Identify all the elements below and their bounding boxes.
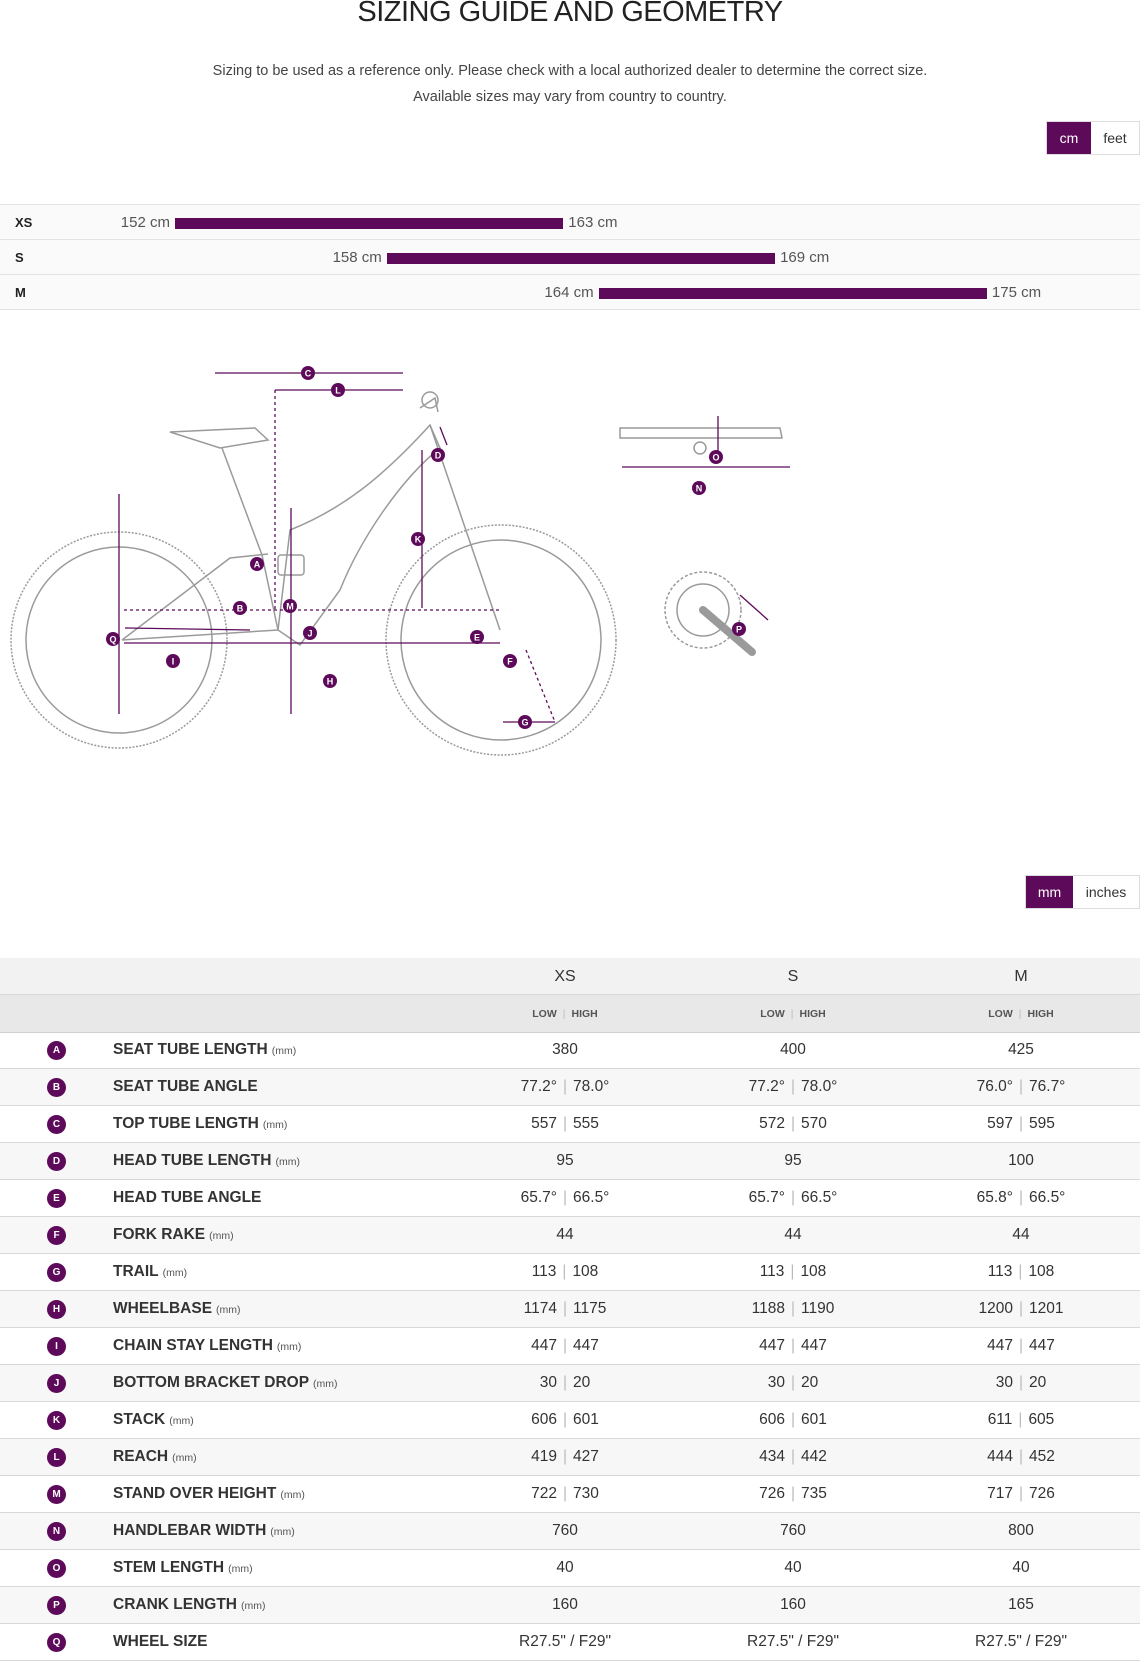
row-letter-badge: L (47, 1448, 66, 1467)
high-value: 1190 (801, 1300, 835, 1317)
parameter-unit: (mm) (270, 1526, 295, 1538)
height-range-bar (175, 218, 563, 229)
divider: | (790, 1078, 796, 1095)
divider: | (790, 1189, 796, 1206)
parameter-name: STAND OVER HEIGHT (mm) (113, 1485, 305, 1502)
high-value: 442 (801, 1448, 827, 1465)
height-unit-toggle (1046, 121, 1140, 155)
size-range-row (0, 239, 1140, 274)
diagram-label-p (732, 622, 746, 636)
svg-text:O: O (712, 452, 720, 463)
parameter-name: FORK RAKE (mm) (113, 1226, 234, 1243)
cell-value (693, 1300, 893, 1318)
range-min-label: 164 cm (544, 284, 594, 301)
parameter-unit: (mm) (275, 1156, 300, 1168)
cell-value (693, 1115, 893, 1133)
svg-text:J: J (307, 628, 313, 639)
diagram-label-c (301, 366, 315, 380)
cell-value (921, 1078, 1121, 1096)
divider: | (790, 1115, 796, 1132)
low-high-label (465, 1008, 665, 1020)
cell-value: 40 (1012, 1559, 1030, 1576)
row-letter-badge: D (47, 1152, 66, 1171)
low-value: 726 (759, 1485, 785, 1502)
parameter-name: STACK (mm) (113, 1411, 194, 1428)
table-row (0, 1328, 1140, 1365)
table-row (0, 1032, 1140, 1069)
cell-value: 760 (552, 1522, 578, 1539)
high-value: 78.0° (801, 1078, 838, 1095)
cell-value (921, 1411, 1121, 1429)
parameter-unit: (mm) (169, 1415, 194, 1427)
front-wheel-icon (386, 525, 616, 755)
high-value: 20 (1029, 1374, 1047, 1391)
cell-value: 425 (1008, 1041, 1034, 1058)
cell-value (921, 1374, 1121, 1392)
divider: | (562, 1078, 568, 1095)
row-letter-badge: Q (47, 1633, 66, 1652)
parameter-unit: (mm) (216, 1304, 241, 1316)
low-value: 30 (539, 1374, 557, 1391)
unit-mm-button[interactable]: mm (1026, 876, 1073, 908)
low-value: 113 (987, 1263, 1013, 1280)
low-label: LOW (988, 1008, 1013, 1020)
table-row (0, 1106, 1140, 1143)
divider: | (562, 1337, 568, 1354)
low-value: 447 (987, 1337, 1013, 1354)
size-label: M (15, 285, 26, 300)
cell-value: 44 (1012, 1226, 1030, 1243)
diagram-label-h (323, 674, 337, 688)
low-value: 30 (995, 1374, 1013, 1391)
cell-value (921, 1337, 1121, 1355)
cell-value (693, 1189, 893, 1207)
cell-value (921, 1263, 1121, 1281)
row-letter-badge: A (47, 1041, 66, 1060)
size-label: S (15, 250, 24, 265)
range-min-label: 152 cm (120, 214, 170, 231)
high-value: 108 (1028, 1263, 1055, 1280)
cell-value (693, 1448, 893, 1466)
row-letter-badge: B (47, 1078, 66, 1097)
handlebar-icon (620, 428, 782, 438)
size-range-row (0, 204, 1140, 239)
range-min-label: 158 cm (332, 249, 382, 266)
low-value: 77.2° (748, 1078, 785, 1095)
parameter-name: WHEELBASE (mm) (113, 1300, 241, 1317)
saddle-icon (170, 428, 268, 448)
row-letter-badge: J (47, 1374, 66, 1393)
divider: | (790, 1411, 796, 1428)
low-label: LOW (532, 1008, 557, 1020)
divider: | (562, 1448, 568, 1465)
table-row (0, 1476, 1140, 1513)
parameter-unit: (mm) (162, 1267, 188, 1279)
diagram-label-n (692, 481, 706, 495)
parameter-unit: (mm) (313, 1378, 338, 1390)
high-value: 66.5° (1029, 1189, 1066, 1206)
parameter-name: HANDLEBAR WIDTH (mm) (113, 1522, 295, 1539)
divider: | (1018, 1115, 1024, 1132)
parameter-name: STEM LENGTH (mm) (113, 1559, 253, 1576)
size-label: XS (15, 215, 33, 230)
low-high-label (693, 1008, 893, 1020)
parameter-name: HEAD TUBE ANGLE (113, 1189, 262, 1206)
low-value: 597 (987, 1115, 1013, 1132)
high-value: 78.0° (573, 1078, 610, 1095)
diagram-label-j (303, 626, 317, 640)
range-max-label: 163 cm (568, 214, 618, 231)
divider: | (1018, 1485, 1024, 1502)
cell-value (693, 1263, 893, 1281)
range-max-label: 169 cm (780, 249, 830, 266)
low-value: 447 (531, 1337, 557, 1354)
row-letter-badge: F (47, 1226, 66, 1245)
table-row (0, 1291, 1140, 1328)
high-value: 555 (573, 1115, 599, 1132)
cell-value: 95 (556, 1152, 574, 1169)
cell-value (693, 1374, 893, 1392)
high-value: 730 (573, 1485, 599, 1502)
parameter-name: BOTTOM BRACKET DROP (mm) (113, 1374, 338, 1391)
svg-text:G: G (521, 717, 529, 728)
low-high-label (921, 1008, 1121, 1020)
row-letter-badge: H (47, 1300, 66, 1319)
divider: | (562, 1485, 568, 1502)
col-header-s: S (787, 968, 799, 985)
table-row (0, 1402, 1140, 1439)
high-value: 20 (573, 1374, 591, 1391)
divider: | (562, 1189, 568, 1206)
high-value: 1201 (1029, 1300, 1064, 1317)
low-value: 77.2° (520, 1078, 557, 1095)
divider: | (562, 1263, 567, 1280)
cell-value (693, 1411, 893, 1429)
cell-value: 100 (1008, 1152, 1034, 1169)
high-label: HIGH (1027, 1008, 1054, 1020)
cell-value: 44 (784, 1226, 802, 1243)
divider: | (1018, 1337, 1024, 1354)
row-letter-badge: G (47, 1263, 66, 1282)
cell-value (693, 1078, 893, 1096)
svg-text:H: H (326, 676, 334, 687)
table-row (0, 1217, 1140, 1254)
svg-text:E: E (473, 632, 481, 643)
parameter-unit: (mm) (271, 1045, 297, 1057)
divider: | (1018, 1008, 1022, 1020)
diagram-label-g (518, 715, 532, 729)
high-value: 447 (573, 1337, 599, 1354)
table-row (0, 1513, 1140, 1550)
table-row (0, 1069, 1140, 1106)
parameter-unit: (mm) (209, 1230, 234, 1242)
diagram-label-q (106, 632, 120, 646)
parameter-name: SEAT TUBE ANGLE (113, 1078, 258, 1095)
cell-value: R27.5" / F29" (975, 1633, 1067, 1650)
divider: | (1018, 1078, 1024, 1095)
height-range-bar (599, 288, 987, 299)
parameter-name: CRANK LENGTH (mm) (113, 1596, 266, 1613)
diagram-label-f (503, 654, 517, 668)
high-value: 447 (1029, 1337, 1055, 1354)
divider: | (1018, 1189, 1024, 1206)
parameter-unit: (mm) (241, 1600, 266, 1612)
high-label: HIGH (571, 1008, 598, 1020)
table-row (0, 1587, 1140, 1624)
cell-value (465, 1300, 665, 1318)
high-value: 595 (1029, 1115, 1055, 1132)
diagram-label-i (166, 654, 180, 668)
cell-value (693, 1337, 893, 1355)
parameter-name: TRAIL (mm) (113, 1263, 188, 1280)
cell-value: 44 (556, 1226, 574, 1243)
low-value: 434 (759, 1448, 785, 1465)
diagram-label-l (331, 383, 345, 397)
cell-value: 40 (556, 1559, 574, 1576)
low-value: 1174 (523, 1300, 557, 1317)
high-value: 601 (801, 1411, 827, 1428)
svg-text:A: A (253, 559, 261, 570)
row-letter-badge: I (47, 1337, 66, 1356)
low-value: 1188 (751, 1300, 785, 1317)
svg-text:P: P (735, 624, 743, 635)
low-value: 447 (759, 1337, 785, 1354)
table-row (0, 1365, 1140, 1402)
parameter-name: TOP TUBE LENGTH (mm) (113, 1115, 288, 1132)
divider: | (790, 1374, 796, 1391)
col-header-m: M (1014, 968, 1028, 985)
parameter-unit: (mm) (228, 1563, 253, 1575)
high-value: 605 (1028, 1411, 1055, 1428)
row-letter-badge: K (47, 1411, 66, 1430)
cell-value: 40 (784, 1559, 802, 1576)
high-value: 108 (800, 1263, 827, 1280)
low-value: 717 (987, 1485, 1013, 1502)
sizing-note: Sizing to be used as a reference only. Please check with a local authorized dealer to determine the correct size. (212, 63, 928, 79)
svg-text:N: N (695, 483, 703, 494)
cell-value (921, 1189, 1121, 1207)
unit-cm-button[interactable]: cm (1047, 122, 1091, 154)
svg-text:D: D (434, 450, 442, 461)
divider: | (790, 1300, 796, 1317)
low-value: 113 (759, 1263, 785, 1280)
high-value: 1175 (573, 1300, 607, 1317)
diagram-label-a (250, 557, 264, 571)
cell-value (465, 1374, 665, 1392)
high-value: 452 (1029, 1448, 1055, 1465)
parameter-name: CHAIN STAY LENGTH (mm) (113, 1337, 302, 1354)
high-value: 20 (801, 1374, 819, 1391)
parameter-unit: (mm) (172, 1452, 197, 1464)
cell-value (465, 1078, 665, 1096)
page-title: SIZING GUIDE AND GEOMETRY (357, 0, 783, 28)
low-value: 30 (767, 1374, 785, 1391)
height-range-bar (387, 253, 775, 264)
divider: | (790, 1008, 794, 1020)
divider: | (1018, 1374, 1024, 1391)
low-value: 65.8° (976, 1189, 1013, 1206)
high-value: 601 (573, 1411, 599, 1428)
table-row (0, 1624, 1140, 1661)
divider: | (1018, 1263, 1023, 1280)
low-value: 606 (759, 1411, 785, 1428)
divider: | (790, 1263, 795, 1280)
svg-text:B: B (236, 603, 244, 614)
high-value: 735 (801, 1485, 827, 1502)
parameter-name: HEAD TUBE LENGTH (mm) (113, 1152, 300, 1169)
low-value: 611 (987, 1411, 1013, 1428)
divider: | (1018, 1300, 1024, 1317)
cell-value: 800 (1008, 1522, 1034, 1539)
table-row (0, 1439, 1140, 1476)
cell-value: 760 (780, 1522, 806, 1539)
parameter-name: SEAT TUBE LENGTH (mm) (113, 1041, 297, 1058)
table-row (0, 1550, 1140, 1587)
cell-value: 160 (552, 1596, 578, 1613)
cell-value (465, 1448, 665, 1466)
svg-text:K: K (414, 534, 422, 545)
divider: | (562, 1374, 568, 1391)
cell-value (921, 1485, 1121, 1503)
divider: | (562, 1115, 568, 1132)
low-label: LOW (760, 1008, 785, 1020)
cell-value: 160 (780, 1596, 806, 1613)
high-value: 66.5° (801, 1189, 838, 1206)
cell-value (465, 1411, 665, 1429)
low-value: 65.7° (748, 1189, 785, 1206)
high-value: 108 (572, 1263, 599, 1280)
svg-text:M: M (286, 601, 294, 612)
cell-value: 95 (784, 1152, 802, 1169)
divider: | (1018, 1411, 1023, 1428)
low-high-header-row (0, 994, 1140, 1033)
svg-text:L: L (335, 385, 341, 396)
cell-value: 380 (552, 1041, 578, 1058)
low-value: 113 (531, 1263, 557, 1280)
divider: | (562, 1300, 568, 1317)
high-value: 427 (573, 1448, 599, 1465)
row-letter-badge: P (47, 1596, 66, 1615)
low-value: 76.0° (976, 1078, 1013, 1095)
range-max-label: 175 cm (991, 284, 1042, 301)
svg-text:F: F (507, 656, 513, 667)
diagram-label-o (709, 450, 723, 464)
cell-value (465, 1337, 665, 1355)
high-value: 447 (801, 1337, 827, 1354)
col-header-xs: XS (554, 968, 576, 985)
low-value: 1200 (978, 1300, 1013, 1317)
cell-value: R27.5" / F29" (519, 1633, 611, 1650)
table-row (0, 1254, 1140, 1291)
cell-value (921, 1115, 1121, 1133)
cell-value: 165 (1008, 1596, 1034, 1613)
row-letter-badge: M (47, 1485, 66, 1504)
cell-value: R27.5" / F29" (747, 1633, 839, 1650)
high-value: 570 (801, 1115, 827, 1132)
diagram-label-m (283, 599, 297, 613)
high-value: 726 (1029, 1485, 1055, 1502)
diagram-label-b (233, 601, 247, 615)
low-value: 444 (987, 1448, 1013, 1465)
divider: | (790, 1448, 796, 1465)
high-label: HIGH (799, 1008, 826, 1020)
bike-geometry-diagram (0, 330, 820, 780)
low-value: 606 (531, 1411, 557, 1428)
row-letter-badge: E (47, 1189, 66, 1208)
unit-feet-button[interactable]: feet (1091, 122, 1139, 154)
divider: | (790, 1485, 796, 1502)
low-value: 722 (531, 1485, 557, 1502)
svg-text:I: I (171, 656, 175, 667)
divider: | (1018, 1448, 1024, 1465)
cell-value (465, 1485, 665, 1503)
cell-value (465, 1115, 665, 1133)
cell-value: 400 (780, 1041, 806, 1058)
cell-value (921, 1300, 1121, 1318)
table-row (0, 1143, 1140, 1180)
row-letter-badge: O (47, 1559, 66, 1578)
cell-value (693, 1485, 893, 1503)
divider: | (562, 1411, 568, 1428)
cell-value (465, 1263, 665, 1281)
unit-inches-button[interactable]: inches (1073, 876, 1139, 908)
diagram-label-e (470, 630, 484, 644)
cell-value (921, 1448, 1121, 1466)
svg-text:Q: Q (109, 634, 117, 645)
divider: | (562, 1008, 566, 1020)
low-value: 557 (531, 1115, 557, 1132)
parameter-unit: (mm) (280, 1489, 305, 1501)
low-value: 572 (759, 1115, 785, 1132)
high-value: 76.7° (1029, 1078, 1066, 1095)
parameter-unit: (mm) (262, 1119, 288, 1131)
row-letter-badge: C (47, 1115, 66, 1134)
table-row (0, 1180, 1140, 1217)
low-value: 419 (531, 1448, 557, 1465)
geometry-unit-toggle (1025, 875, 1140, 909)
diagram-label-k (411, 532, 425, 546)
high-value: 66.5° (573, 1189, 610, 1206)
row-letter-badge: N (47, 1522, 66, 1541)
cell-value (465, 1189, 665, 1207)
parameter-name: WHEEL SIZE (113, 1633, 208, 1650)
svg-text:C: C (304, 368, 312, 379)
parameter-name: REACH (mm) (113, 1448, 197, 1465)
size-range-row (0, 274, 1140, 310)
size-header-row (0, 958, 1140, 994)
low-value: 65.7° (520, 1189, 557, 1206)
diagram-label-d (431, 448, 445, 462)
divider: | (790, 1337, 796, 1354)
sizing-note-2: Available sizes may vary from country to country. (413, 89, 727, 105)
parameter-unit: (mm) (276, 1341, 302, 1353)
